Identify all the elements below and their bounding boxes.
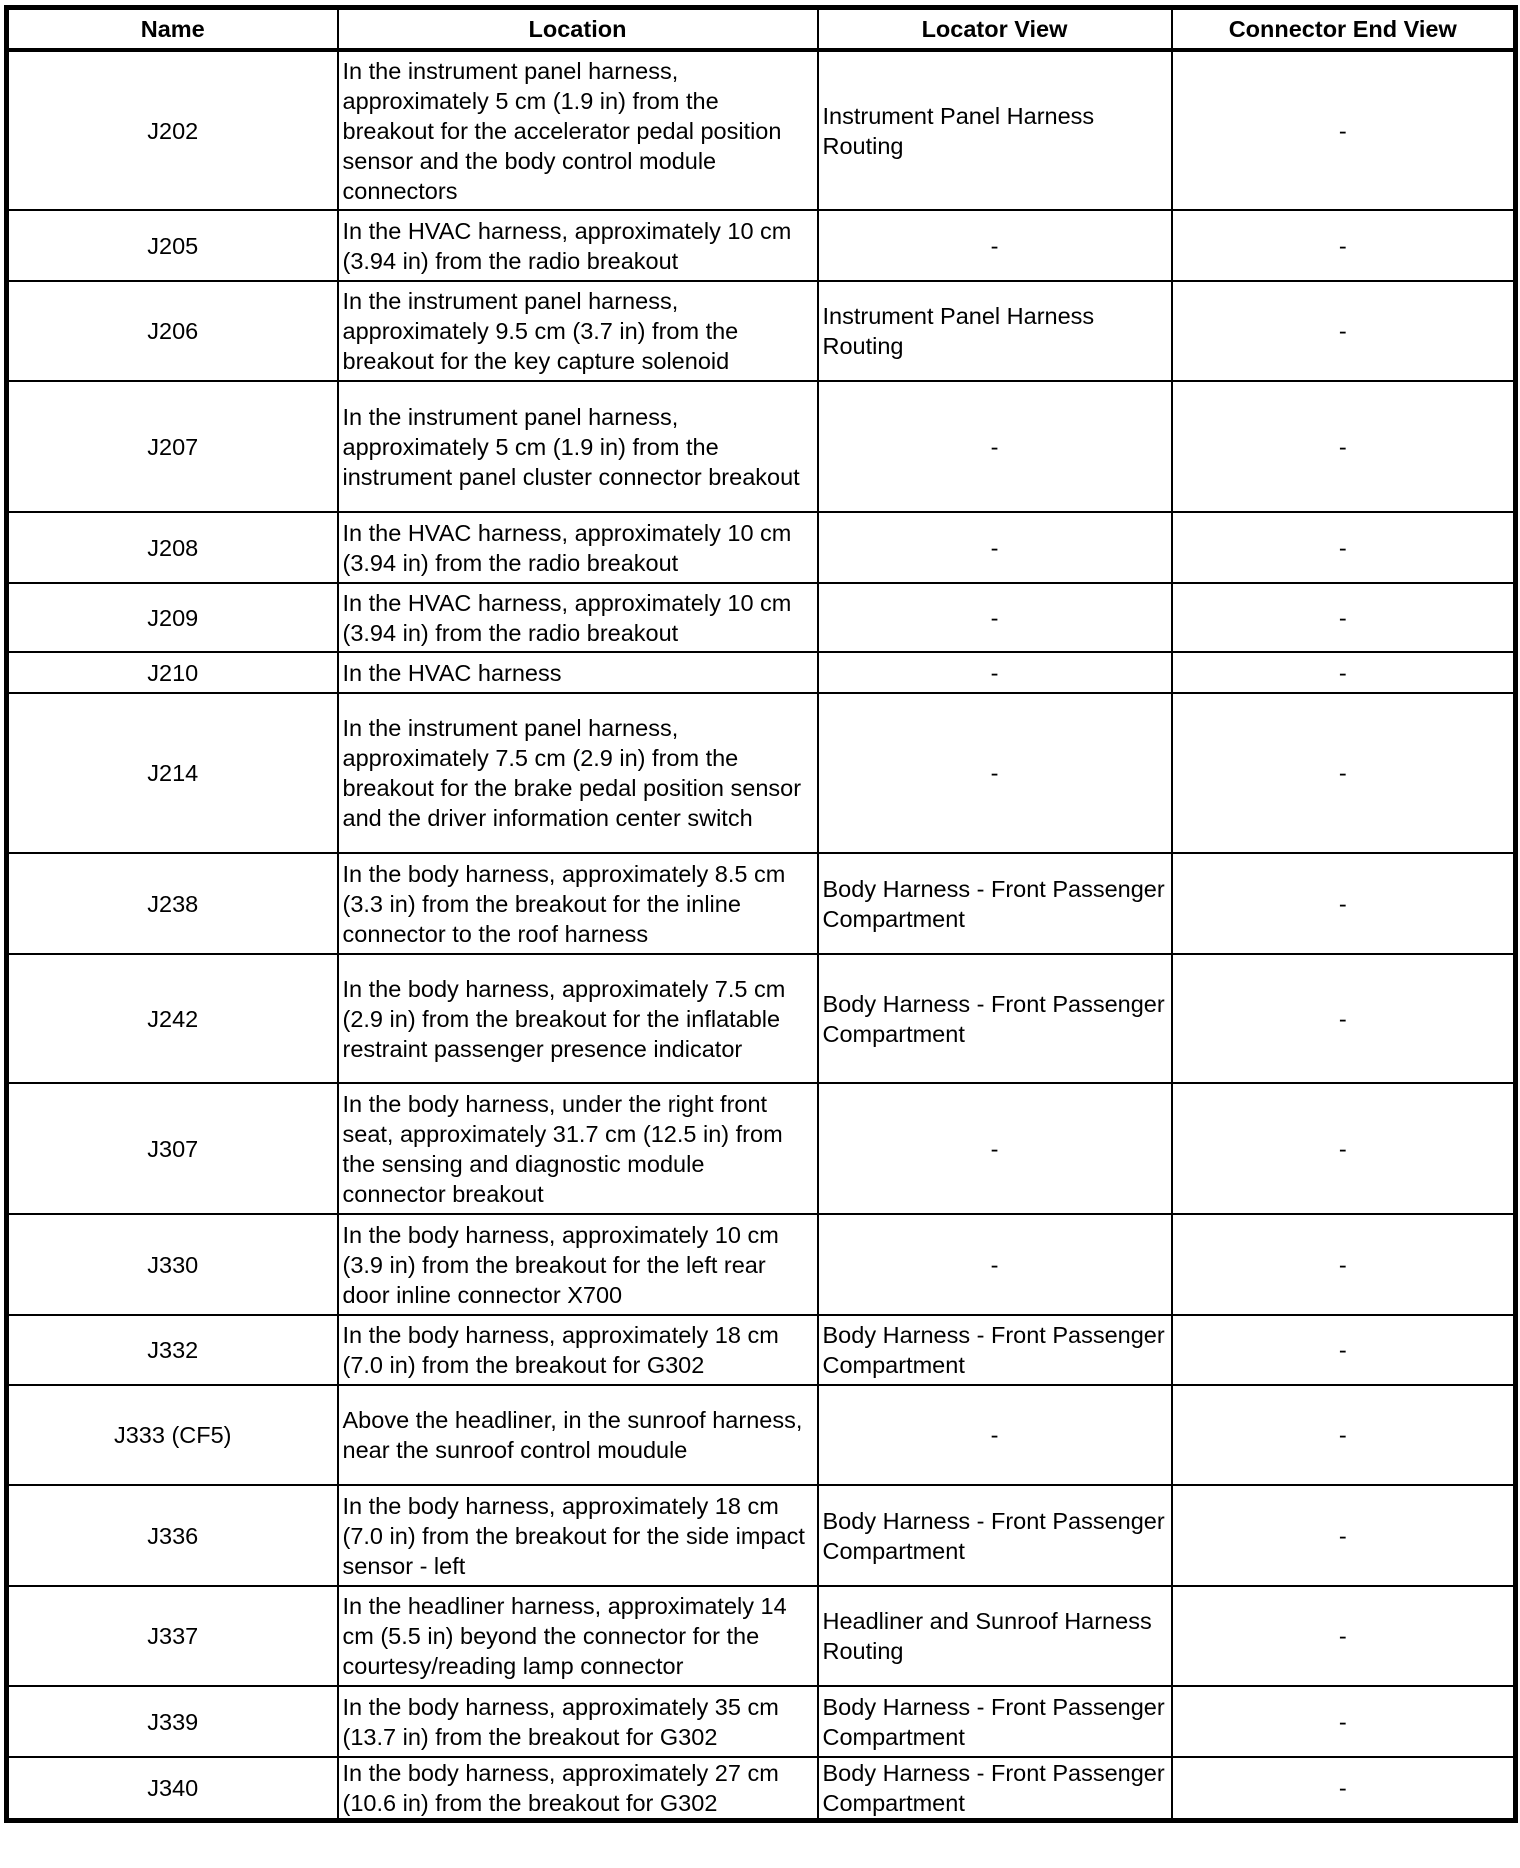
- cell-name: J242: [7, 954, 338, 1083]
- table-row: [7, 281, 1516, 381]
- cell-name: J333 (CF5): [7, 1385, 338, 1485]
- cell-connector-end-view: -: [1172, 1485, 1516, 1586]
- cell-connector-end-view: -: [1172, 1083, 1516, 1214]
- table-row: [7, 1214, 1516, 1315]
- cell-connector-end-view: -: [1172, 1315, 1516, 1385]
- cell-location: In the instrument panel harness, approximately 5 cm (1.9 in) from the instrument panel cluster connector breakout: [338, 381, 818, 512]
- column-header-connector-end-view: Connector End View: [1172, 8, 1516, 51]
- cell-locator-view: -: [818, 693, 1172, 853]
- cell-connector-end-view: -: [1172, 1757, 1516, 1821]
- cell-location: In the body harness, approximately 35 cm (13.7 in) from the breakout for G302: [338, 1686, 818, 1757]
- column-header-location: Location: [338, 8, 818, 51]
- cell-locator-view: -: [818, 1385, 1172, 1485]
- table-row: [7, 652, 1516, 693]
- table-row: [7, 50, 1516, 210]
- cell-name: J209: [7, 583, 338, 652]
- table-row: [7, 210, 1516, 281]
- cell-location: In the HVAC harness, approximately 10 cm (3.94 in) from the radio breakout: [338, 512, 818, 583]
- cell-locator-view: Instrument Panel Harness Routing: [818, 50, 1172, 210]
- cell-locator-view: -: [818, 652, 1172, 693]
- cell-name: J336: [7, 1485, 338, 1586]
- cell-location: In the headliner harness, approximately 14 cm (5.5 in) beyond the connector for the courtesy/reading lamp connector: [338, 1586, 818, 1686]
- cell-name: J307: [7, 1083, 338, 1214]
- table-row: [7, 1586, 1516, 1686]
- cell-location: In the body harness, approximately 18 cm (7.0 in) from the breakout for the side impact sensor - left: [338, 1485, 818, 1586]
- cell-connector-end-view: -: [1172, 1385, 1516, 1485]
- cell-connector-end-view: -: [1172, 1686, 1516, 1757]
- cell-locator-view: -: [818, 1214, 1172, 1315]
- cell-location: In the HVAC harness, approximately 10 cm (3.94 in) from the radio breakout: [338, 583, 818, 652]
- cell-connector-end-view: -: [1172, 512, 1516, 583]
- cell-connector-end-view: -: [1172, 583, 1516, 652]
- cell-locator-view: -: [818, 381, 1172, 512]
- cell-name: J340: [7, 1757, 338, 1821]
- cell-connector-end-view: -: [1172, 210, 1516, 281]
- cell-name: J208: [7, 512, 338, 583]
- table-row: [7, 1686, 1516, 1757]
- cell-locator-view: Body Harness - Front Passenger Compartment: [818, 954, 1172, 1083]
- cell-name: J214: [7, 693, 338, 853]
- table-row: [7, 693, 1516, 853]
- cell-location: In the instrument panel harness, approximately 9.5 cm (3.7 in) from the breakout for the key capture solenoid: [338, 281, 818, 381]
- cell-location: In the body harness, approximately 7.5 cm (2.9 in) from the breakout for the inflatable restraint passenger presence indicator: [338, 954, 818, 1083]
- cell-locator-view: -: [818, 210, 1172, 281]
- cell-locator-view: Body Harness - Front Passenger Compartment: [818, 1686, 1172, 1757]
- cell-connector-end-view: -: [1172, 1586, 1516, 1686]
- table-row: [7, 853, 1516, 954]
- cell-name: J206: [7, 281, 338, 381]
- column-header-locator-view: Locator View: [818, 8, 1172, 51]
- cell-connector-end-view: -: [1172, 281, 1516, 381]
- cell-location: In the HVAC harness, approximately 10 cm (3.94 in) from the radio breakout: [338, 210, 818, 281]
- cell-name: J205: [7, 210, 338, 281]
- cell-name: J202: [7, 50, 338, 210]
- cell-name: J337: [7, 1586, 338, 1686]
- cell-location: In the HVAC harness: [338, 652, 818, 693]
- table-row: [7, 1385, 1516, 1485]
- cell-name: J332: [7, 1315, 338, 1385]
- table-row: [7, 954, 1516, 1083]
- cell-locator-view: Body Harness - Front Passenger Compartment: [818, 853, 1172, 954]
- cell-location: In the body harness, approximately 10 cm (3.9 in) from the breakout for the left rear door inline connector X700: [338, 1214, 818, 1315]
- table-row: [7, 583, 1516, 652]
- table-row: [7, 512, 1516, 583]
- table-row: [7, 1485, 1516, 1586]
- table-header-row: [7, 8, 1516, 51]
- cell-location: In the instrument panel harness, approximately 5 cm (1.9 in) from the breakout for the accelerator pedal position sensor and the body control module connectors: [338, 50, 818, 210]
- cell-locator-view: -: [818, 583, 1172, 652]
- cell-locator-view: Body Harness - Front Passenger Compartment: [818, 1757, 1172, 1821]
- table-row: [7, 1757, 1516, 1821]
- cell-locator-view: Body Harness - Front Passenger Compartment: [818, 1315, 1172, 1385]
- cell-name: J238: [7, 853, 338, 954]
- cell-name: J210: [7, 652, 338, 693]
- cell-locator-view: Instrument Panel Harness Routing: [818, 281, 1172, 381]
- cell-name: J207: [7, 381, 338, 512]
- cell-location: In the body harness, approximately 27 cm (10.6 in) from the breakout for G302: [338, 1757, 818, 1821]
- table-row: [7, 1315, 1516, 1385]
- cell-locator-view: Body Harness - Front Passenger Compartment: [818, 1485, 1172, 1586]
- table-row: [7, 381, 1516, 512]
- cell-location: In the body harness, approximately 18 cm (7.0 in) from the breakout for G302: [338, 1315, 818, 1385]
- cell-name: J330: [7, 1214, 338, 1315]
- cell-connector-end-view: -: [1172, 381, 1516, 512]
- cell-connector-end-view: -: [1172, 693, 1516, 853]
- cell-connector-end-view: -: [1172, 853, 1516, 954]
- cell-location: Above the headliner, in the sunroof harness, near the sunroof control moudule: [338, 1385, 818, 1485]
- connector-location-table: [4, 5, 1518, 1823]
- column-header-name: Name: [7, 8, 338, 51]
- cell-location: In the instrument panel harness, approximately 7.5 cm (2.9 in) from the breakout for the brake pedal position sensor and the driver information center switch: [338, 693, 818, 853]
- table-row: [7, 1083, 1516, 1214]
- cell-connector-end-view: -: [1172, 954, 1516, 1083]
- cell-name: J339: [7, 1686, 338, 1757]
- cell-location: In the body harness, approximately 8.5 cm (3.3 in) from the breakout for the inline connector to the roof harness: [338, 853, 818, 954]
- cell-locator-view: -: [818, 1083, 1172, 1214]
- cell-location: In the body harness, under the right front seat, approximately 31.7 cm (12.5 in) from the sensing and diagnostic module connector breakout: [338, 1083, 818, 1214]
- cell-connector-end-view: -: [1172, 50, 1516, 210]
- cell-connector-end-view: -: [1172, 652, 1516, 693]
- cell-locator-view: -: [818, 512, 1172, 583]
- cell-connector-end-view: -: [1172, 1214, 1516, 1315]
- cell-locator-view: Headliner and Sunroof Harness Routing: [818, 1586, 1172, 1686]
